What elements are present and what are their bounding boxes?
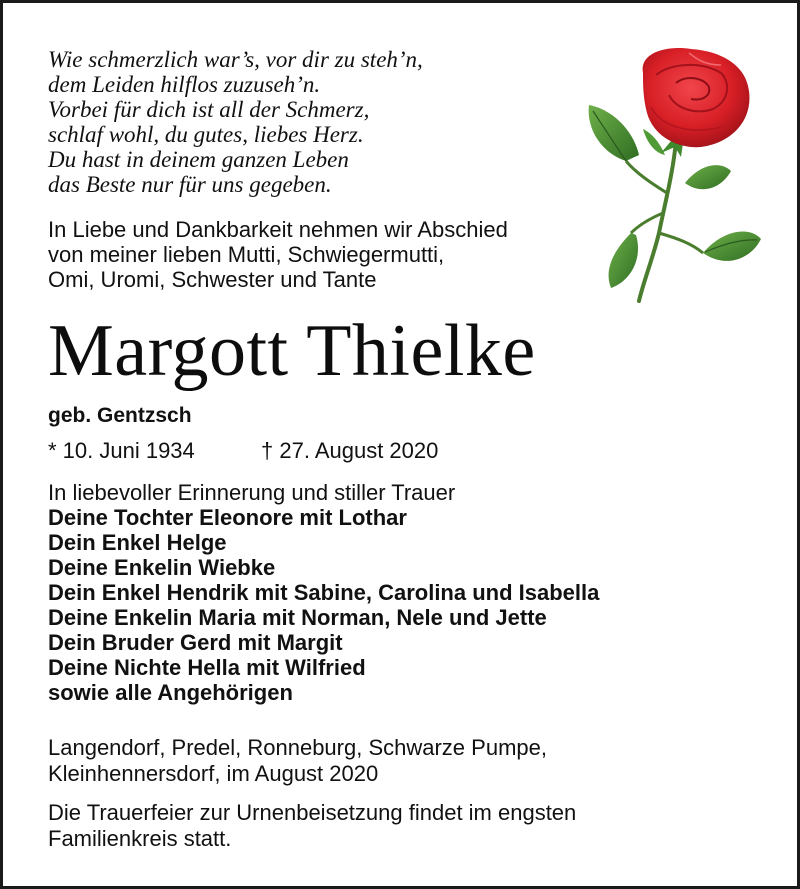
place-line: Langendorf, Predel, Ronneburg, Schwarze Pumpe, (48, 735, 547, 760)
poem-line: Vorbei für dich ist all der Schmerz, (48, 97, 370, 122)
mourner-entry: Deine Enkelin Wiebke (48, 555, 276, 580)
poem-line: Wie schmerzlich war’s, vor dir zu steh’n, (48, 47, 423, 72)
mourner-entry: Deine Nichte Hella mit Wilfried (48, 655, 366, 680)
mourner-entry: Dein Enkel Helge (48, 530, 227, 555)
memorial-poem (48, 47, 588, 197)
mourner-entry: sowie alle Angehörigen (48, 680, 293, 705)
funeral-service-note (48, 800, 768, 852)
mourners-list (48, 480, 768, 705)
mourner-entry: Dein Bruder Gerd mit Margit (48, 630, 343, 655)
place-line: Kleinhennersdorf, im August 2020 (48, 761, 379, 786)
intro-line: Omi, Uromi, Schwester und Tante (48, 267, 377, 292)
mourner-entry: Dein Enkel Hendrik mit Sabine, Carolina und Isabella (48, 580, 600, 605)
mourners-lead: In liebevoller Erinnerung und stiller Trauer (48, 480, 456, 505)
mourner-entry: Deine Tochter Eleonore mit Lothar (48, 505, 407, 530)
farewell-intro (48, 217, 608, 292)
red-rose-icon (581, 43, 771, 305)
intro-line: von meiner lieben Mutti, Schwiegermutti, (48, 242, 445, 267)
service-line: Die Trauerfeier zur Urnenbeisetzung findet im engsten (48, 800, 577, 825)
birth-date: * 10. Juni 1934 (48, 438, 195, 463)
maiden-name: geb. Gentzsch (48, 404, 192, 427)
service-line: Familienkreis statt. (48, 826, 232, 851)
poem-line: Du hast in deinem ganzen Leben (48, 147, 349, 172)
life-dates (48, 437, 438, 465)
poem-line: das Beste nur für uns gegeben. (48, 172, 332, 197)
mourner-entry: Deine Enkelin Maria mit Norman, Nele und Jette (48, 605, 547, 630)
death-date: † 27. August 2020 (261, 438, 439, 463)
place-and-date (48, 735, 768, 787)
poem-line: schlaf wohl, du gutes, liebes Herz. (48, 122, 364, 147)
poem-line: dem Leiden hilflos zuzuseh’n. (48, 72, 321, 97)
intro-line: In Liebe und Dankbarkeit nehmen wir Abschied (48, 217, 508, 242)
deceased-name: Margott Thielke (48, 310, 536, 392)
